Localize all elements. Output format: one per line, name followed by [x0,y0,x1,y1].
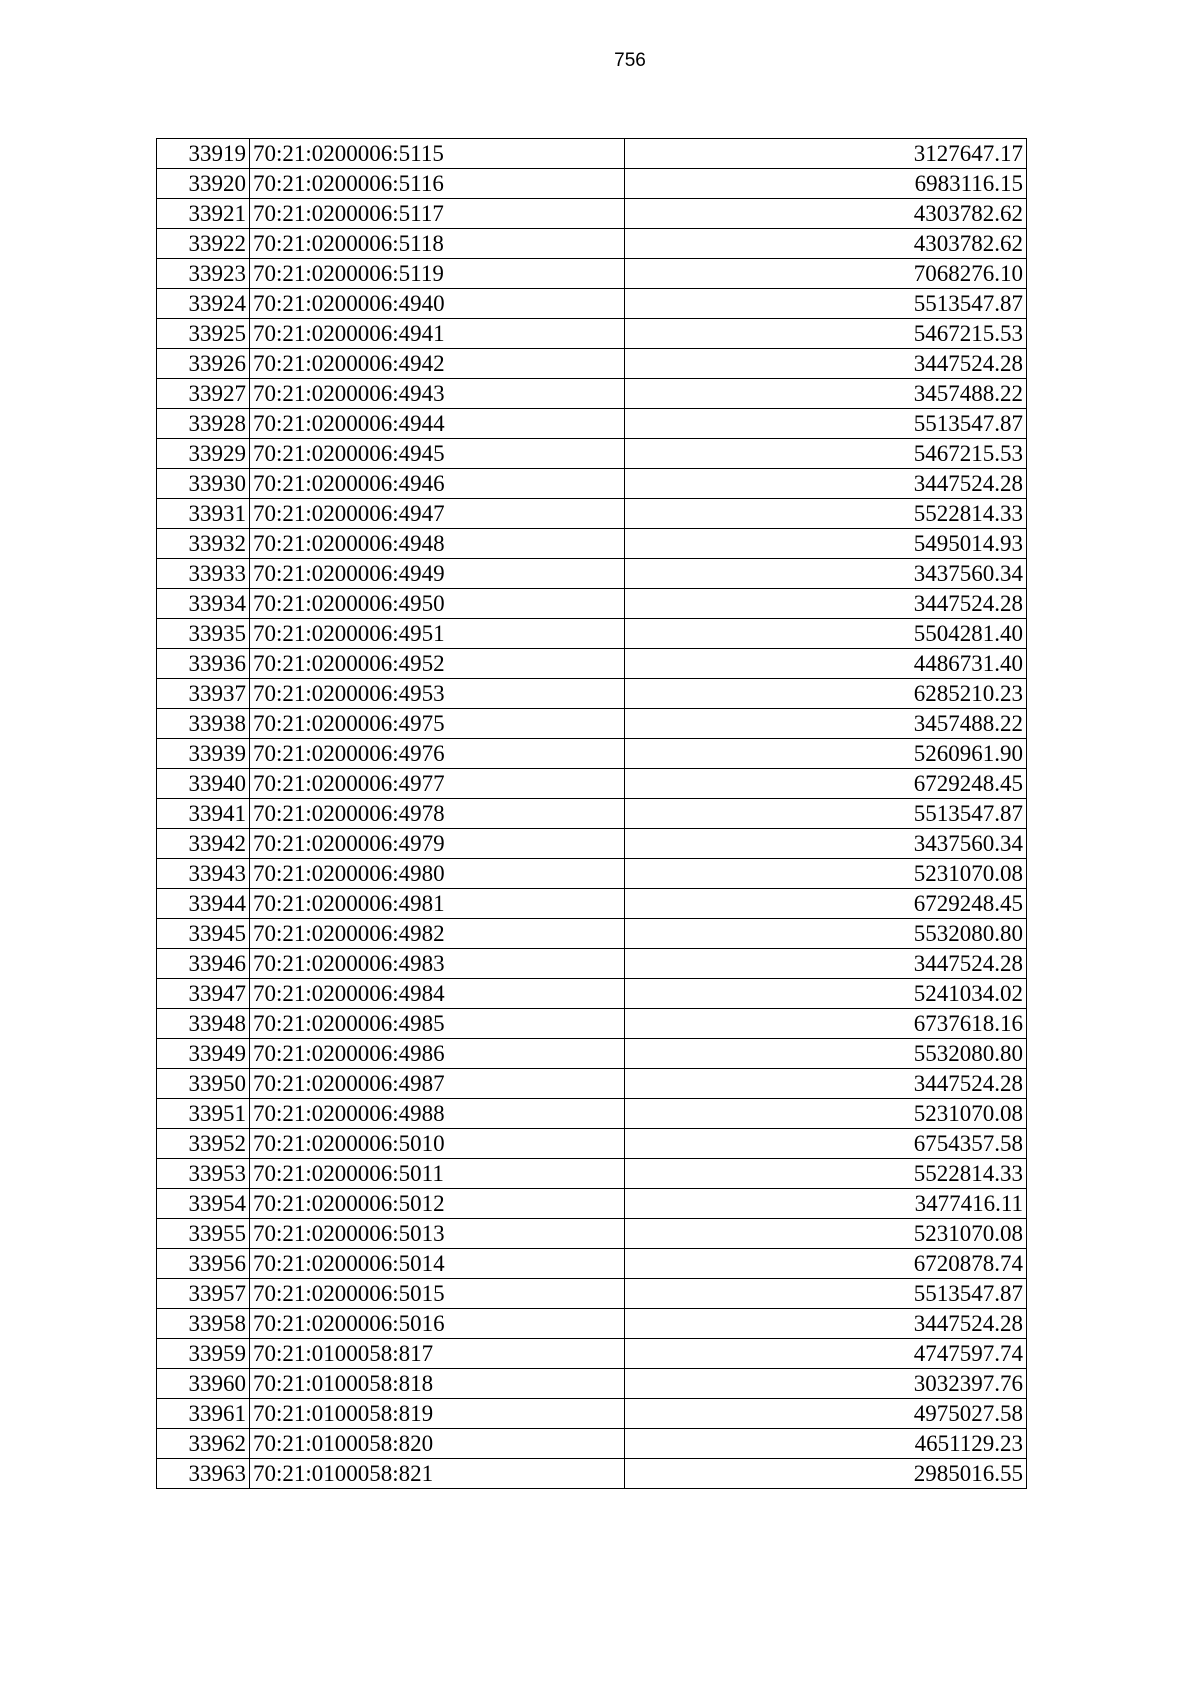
cadastral-number-cell: 70:21:0100058:817 [250,1339,625,1369]
cadastral-value-cell: 5513547.87 [625,799,1027,829]
row-number-cell: 33954 [157,1189,250,1219]
row-number-cell: 33940 [157,769,250,799]
cadastral-number-cell: 70:21:0200006:5010 [250,1129,625,1159]
row-number-cell: 33963 [157,1459,250,1489]
row-number-cell: 33924 [157,289,250,319]
cadastral-number-cell: 70:21:0200006:4987 [250,1069,625,1099]
row-number-cell: 33941 [157,799,250,829]
row-number-cell: 33926 [157,349,250,379]
row-number-cell: 33955 [157,1219,250,1249]
row-number-cell: 33936 [157,649,250,679]
row-number-cell: 33938 [157,709,250,739]
table-row [157,589,1027,619]
table-row [157,1369,1027,1399]
table-row [157,739,1027,769]
cadastral-value-cell: 4486731.40 [625,649,1027,679]
table-row [157,1099,1027,1129]
cadastral-value-cell: 3032397.76 [625,1369,1027,1399]
cadastral-value-cell: 6285210.23 [625,679,1027,709]
row-number-cell: 33937 [157,679,250,709]
table-row [157,319,1027,349]
table-row [157,1459,1027,1489]
table-row [157,619,1027,649]
cadastral-number-cell: 70:21:0200006:5115 [250,139,625,169]
cadastral-number-cell: 70:21:0200006:4977 [250,769,625,799]
cadastral-value-cell: 3447524.28 [625,1069,1027,1099]
table-row [157,649,1027,679]
cadastral-number-cell: 70:21:0200006:4945 [250,439,625,469]
table-row [157,1249,1027,1279]
cadastral-number-cell: 70:21:0100058:820 [250,1429,625,1459]
cadastral-value-cell: 5513547.87 [625,409,1027,439]
row-number-cell: 33929 [157,439,250,469]
cadastral-value-cell: 5467215.53 [625,439,1027,469]
cadastral-number-cell: 70:21:0200006:4947 [250,499,625,529]
row-number-cell: 33957 [157,1279,250,1309]
cadastral-value-cell: 3437560.34 [625,559,1027,589]
cadastral-number-cell: 70:21:0200006:5117 [250,199,625,229]
table-row [157,859,1027,889]
cadastral-value-cell: 5231070.08 [625,859,1027,889]
row-number-cell: 33952 [157,1129,250,1159]
row-number-cell: 33961 [157,1399,250,1429]
table-row [157,289,1027,319]
cadastral-value-cell: 3447524.28 [625,1309,1027,1339]
row-number-cell: 33935 [157,619,250,649]
row-number-cell: 33958 [157,1309,250,1339]
cadastral-number-cell: 70:21:0200006:4948 [250,529,625,559]
table-row [157,679,1027,709]
row-number-cell: 33934 [157,589,250,619]
cadastral-number-cell: 70:21:0200006:4985 [250,1009,625,1039]
cadastral-value-cell: 5513547.87 [625,1279,1027,1309]
row-number-cell: 33933 [157,559,250,589]
table-row [157,949,1027,979]
cadastral-value-cell: 5522814.33 [625,499,1027,529]
table-row [157,349,1027,379]
row-number-cell: 33919 [157,139,250,169]
row-number-cell: 33962 [157,1429,250,1459]
cadastral-number-cell: 70:21:0200006:4946 [250,469,625,499]
cadastral-value-cell: 6729248.45 [625,769,1027,799]
cadastral-number-cell: 70:21:0100058:819 [250,1399,625,1429]
cadastral-number-cell: 70:21:0100058:821 [250,1459,625,1489]
cadastral-number-cell: 70:21:0200006:4953 [250,679,625,709]
cadastral-number-cell: 70:21:0200006:5013 [250,1219,625,1249]
cadastral-value-cell: 4303782.62 [625,199,1027,229]
cadastral-number-cell: 70:21:0200006:5011 [250,1159,625,1189]
cadastral-number-cell: 70:21:0200006:4942 [250,349,625,379]
cadastral-value-cell: 3127647.17 [625,139,1027,169]
table-row [157,1069,1027,1099]
cadastral-value-cell: 5513547.87 [625,289,1027,319]
table-row [157,979,1027,1009]
cadastral-number-cell: 70:21:0200006:5119 [250,259,625,289]
row-number-cell: 33922 [157,229,250,259]
row-number-cell: 33921 [157,199,250,229]
cadastral-number-cell: 70:21:0200006:4976 [250,739,625,769]
table-row [157,829,1027,859]
cadastral-number-cell: 70:21:0200006:4950 [250,589,625,619]
cadastral-value-cell: 6720878.74 [625,1249,1027,1279]
cadastral-value-cell: 5504281.40 [625,619,1027,649]
cadastral-number-cell: 70:21:0100058:818 [250,1369,625,1399]
cadastral-value-cell: 4651129.23 [625,1429,1027,1459]
cadastral-number-cell: 70:21:0200006:4951 [250,619,625,649]
cadastral-number-cell: 70:21:0200006:5118 [250,229,625,259]
cadastral-value-table [156,138,1027,1489]
cadastral-number-cell: 70:21:0200006:4943 [250,379,625,409]
row-number-cell: 33960 [157,1369,250,1399]
row-number-cell: 33931 [157,499,250,529]
row-number-cell: 33953 [157,1159,250,1189]
cadastral-number-cell: 70:21:0200006:5014 [250,1249,625,1279]
cadastral-value-cell: 6754357.58 [625,1129,1027,1159]
cadastral-value-cell: 4975027.58 [625,1399,1027,1429]
table-row [157,1189,1027,1219]
row-number-cell: 33947 [157,979,250,1009]
cadastral-value-cell: 5241034.02 [625,979,1027,1009]
cadastral-value-cell: 6983116.15 [625,169,1027,199]
row-number-cell: 33945 [157,919,250,949]
cadastral-number-cell: 70:21:0200006:4981 [250,889,625,919]
table-row [157,259,1027,289]
table-row [157,709,1027,739]
row-number-cell: 33949 [157,1039,250,1069]
cadastral-number-cell: 70:21:0200006:4978 [250,799,625,829]
table-row [157,169,1027,199]
cadastral-value-cell: 5231070.08 [625,1219,1027,1249]
table-row [157,919,1027,949]
table-row [157,529,1027,559]
cadastral-value-cell: 4303782.62 [625,229,1027,259]
cadastral-number-cell: 70:21:0200006:4975 [250,709,625,739]
table-row [157,1309,1027,1339]
row-number-cell: 33920 [157,169,250,199]
row-number-cell: 33930 [157,469,250,499]
cadastral-value-cell: 5532080.80 [625,1039,1027,1069]
table-row [157,499,1027,529]
cadastral-number-cell: 70:21:0200006:4988 [250,1099,625,1129]
table-row [157,229,1027,259]
table-row [157,1039,1027,1069]
cadastral-value-cell: 3447524.28 [625,949,1027,979]
table-row [157,769,1027,799]
cadastral-number-cell: 70:21:0200006:4979 [250,829,625,859]
cadastral-number-cell: 70:21:0200006:5016 [250,1309,625,1339]
cadastral-number-cell: 70:21:0200006:4983 [250,949,625,979]
table-row [157,1129,1027,1159]
cadastral-value-cell: 3477416.11 [625,1189,1027,1219]
cadastral-value-cell: 5260961.90 [625,739,1027,769]
cadastral-number-cell: 70:21:0200006:4952 [250,649,625,679]
cadastral-value-cell: 5495014.93 [625,529,1027,559]
table-row [157,439,1027,469]
row-number-cell: 33939 [157,739,250,769]
cadastral-value-cell: 4747597.74 [625,1339,1027,1369]
row-number-cell: 33951 [157,1099,250,1129]
table-row [157,1339,1027,1369]
row-number-cell: 33932 [157,529,250,559]
cadastral-number-cell: 70:21:0200006:4980 [250,859,625,889]
cadastral-value-cell: 3447524.28 [625,349,1027,379]
row-number-cell: 33927 [157,379,250,409]
cadastral-value-cell: 5532080.80 [625,919,1027,949]
row-number-cell: 33950 [157,1069,250,1099]
page-number: 756 [614,50,646,71]
row-number-cell: 33928 [157,409,250,439]
cadastral-value-cell: 7068276.10 [625,259,1027,289]
table-row [157,559,1027,589]
row-number-cell: 33959 [157,1339,250,1369]
cadastral-value-cell: 2985016.55 [625,1459,1027,1489]
table-row [157,889,1027,919]
cadastral-value-cell: 3457488.22 [625,709,1027,739]
table-row [157,1429,1027,1459]
cadastral-value-cell: 3447524.28 [625,589,1027,619]
row-number-cell: 33944 [157,889,250,919]
cadastral-number-cell: 70:21:0200006:4941 [250,319,625,349]
cadastral-value-cell: 5467215.53 [625,319,1027,349]
table-row [157,1159,1027,1189]
cadastral-value-cell: 5231070.08 [625,1099,1027,1129]
row-number-cell: 33946 [157,949,250,979]
table-row [157,379,1027,409]
table-row [157,799,1027,829]
table-body [157,139,1027,1489]
table-row [157,1279,1027,1309]
row-number-cell: 33948 [157,1009,250,1039]
cadastral-number-cell: 70:21:0200006:4944 [250,409,625,439]
cadastral-value-cell: 3437560.34 [625,829,1027,859]
table-row [157,139,1027,169]
cadastral-number-cell: 70:21:0200006:4940 [250,289,625,319]
row-number-cell: 33925 [157,319,250,349]
row-number-cell: 33956 [157,1249,250,1279]
row-number-cell: 33942 [157,829,250,859]
cadastral-value-cell: 3447524.28 [625,469,1027,499]
table-row [157,469,1027,499]
cadastral-number-cell: 70:21:0200006:4949 [250,559,625,589]
cadastral-value-cell: 6737618.16 [625,1009,1027,1039]
cadastral-number-cell: 70:21:0200006:5015 [250,1279,625,1309]
cadastral-value-cell: 3457488.22 [625,379,1027,409]
cadastral-number-cell: 70:21:0200006:5116 [250,169,625,199]
cadastral-value-cell: 5522814.33 [625,1159,1027,1189]
cadastral-number-cell: 70:21:0200006:4982 [250,919,625,949]
table-row [157,1399,1027,1429]
cadastral-value-cell: 6729248.45 [625,889,1027,919]
row-number-cell: 33943 [157,859,250,889]
cadastral-number-cell: 70:21:0200006:5012 [250,1189,625,1219]
row-number-cell: 33923 [157,259,250,289]
cadastral-number-cell: 70:21:0200006:4984 [250,979,625,1009]
table-row [157,409,1027,439]
table-row [157,1219,1027,1249]
table-row [157,1009,1027,1039]
table-row [157,199,1027,229]
cadastral-number-cell: 70:21:0200006:4986 [250,1039,625,1069]
